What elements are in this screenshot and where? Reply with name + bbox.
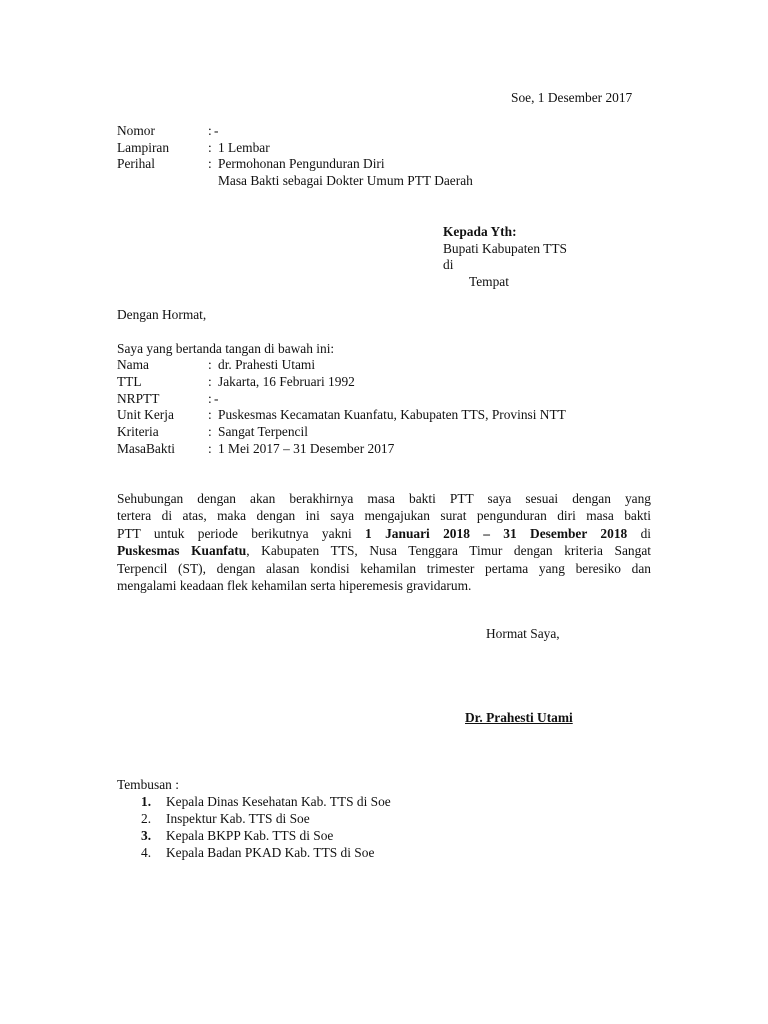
list-item — [141, 844, 374, 861]
field-separator: : — [208, 407, 212, 422]
tembusan-label: Tembusan : — [117, 777, 179, 792]
body-text: , Kabupaten TTS, Nusa Tenggara Timur dengan kriteria Sangat — [246, 543, 651, 559]
field-value: Puskesmas Kecamatan Kuanfatu, Kabupaten TTS, Provinsi NTT — [218, 407, 566, 422]
body-line — [117, 542, 651, 559]
puskesmas-name: Puskesmas Kuanfatu — [117, 543, 247, 559]
salutation: Dengan Hormat, — [117, 307, 207, 322]
recipient-line-3: Tempat — [469, 274, 509, 289]
field-label: Nomor — [117, 123, 155, 138]
field-separator: : — [208, 140, 212, 155]
recipient-line-2: di — [443, 257, 454, 272]
body-text: di — [627, 525, 651, 541]
field-label: Perihal — [117, 156, 155, 171]
list-text: Inspektur Kab. TTS di Soe — [166, 811, 310, 826]
field-value: 1 Lembar — [218, 140, 270, 155]
period-dates: 1 Januari 2018 – 31 Desember 2018 — [365, 525, 628, 541]
field-separator: : — [208, 156, 212, 171]
field-label: Unit Kerja — [117, 407, 174, 422]
perihal-continuation: Masa Bakti sebagai Dokter Umum PTT Daerah — [218, 173, 473, 188]
body-line: tertera di atas, maka dengan ini saya mengajukan surat pengunduran diri masa bakti — [117, 508, 651, 524]
field-label: MasaBakti — [117, 441, 176, 456]
field-label: Nama — [117, 357, 149, 372]
list-item — [141, 793, 391, 810]
body-line: Sehubungan dengan akan berakhirnya masa bakti PTT saya sesuai dengan yang — [117, 491, 651, 506]
field-value: Sangat Terpencil — [218, 424, 308, 439]
date-line: Soe, 1 Desember 2017 — [511, 90, 633, 105]
list-text: Kepala BKPP Kab. TTS di Soe — [166, 828, 334, 843]
intro-line: Saya yang bertanda tangan di bawah ini: — [117, 341, 335, 356]
field-separator: : — [208, 357, 212, 372]
list-number: 3. — [141, 828, 152, 843]
list-text: Kepala Badan PKAD Kab. TTS di Soe — [166, 845, 375, 860]
field-label: Lampiran — [117, 140, 170, 155]
field-separator: : — [208, 391, 212, 406]
list-number: 4. — [141, 845, 152, 860]
body-text: PTT untuk periode berikutnya yakni — [117, 525, 366, 541]
list-item — [141, 810, 310, 827]
recipient-heading: Kepada Yth: — [443, 224, 517, 239]
field-label: Kriteria — [117, 424, 159, 439]
body-line: mengalami keadaan flek kehamilan serta hiperemesis gravidarum. — [117, 578, 472, 594]
list-number: 2. — [141, 811, 152, 826]
field-separator: : — [208, 123, 212, 138]
closing: Hormat Saya, — [486, 626, 560, 641]
list-item — [141, 827, 333, 844]
signatory-name: Dr. Prahesti Utami — [465, 710, 573, 725]
field-separator: : — [208, 424, 212, 439]
field-label: NRPTT — [117, 391, 160, 406]
field-value: Jakarta, 16 Februari 1992 — [218, 374, 355, 389]
body-line: Terpencil (ST), dengan alasan kondisi kehamilan trimester pertama yang beresiko dan — [117, 560, 651, 576]
list-text: Kepala Dinas Kesehatan Kab. TTS di Soe — [166, 794, 391, 809]
field-separator: : — [208, 374, 212, 389]
field-value: - — [214, 123, 219, 138]
field-value: 1 Mei 2017 – 31 Desember 2017 — [218, 441, 395, 456]
field-label: TTL — [117, 374, 142, 389]
body-paragraph — [117, 490, 651, 594]
field-value: dr. Prahesti Utami — [218, 357, 316, 372]
list-number: 1. — [141, 794, 152, 809]
recipient-line-1: Bupati Kabupaten TTS — [443, 241, 567, 256]
body-line — [117, 525, 651, 542]
field-value: Permohonan Pengunduran Diri — [218, 156, 385, 171]
field-separator: : — [208, 441, 212, 456]
field-value: - — [214, 391, 219, 406]
